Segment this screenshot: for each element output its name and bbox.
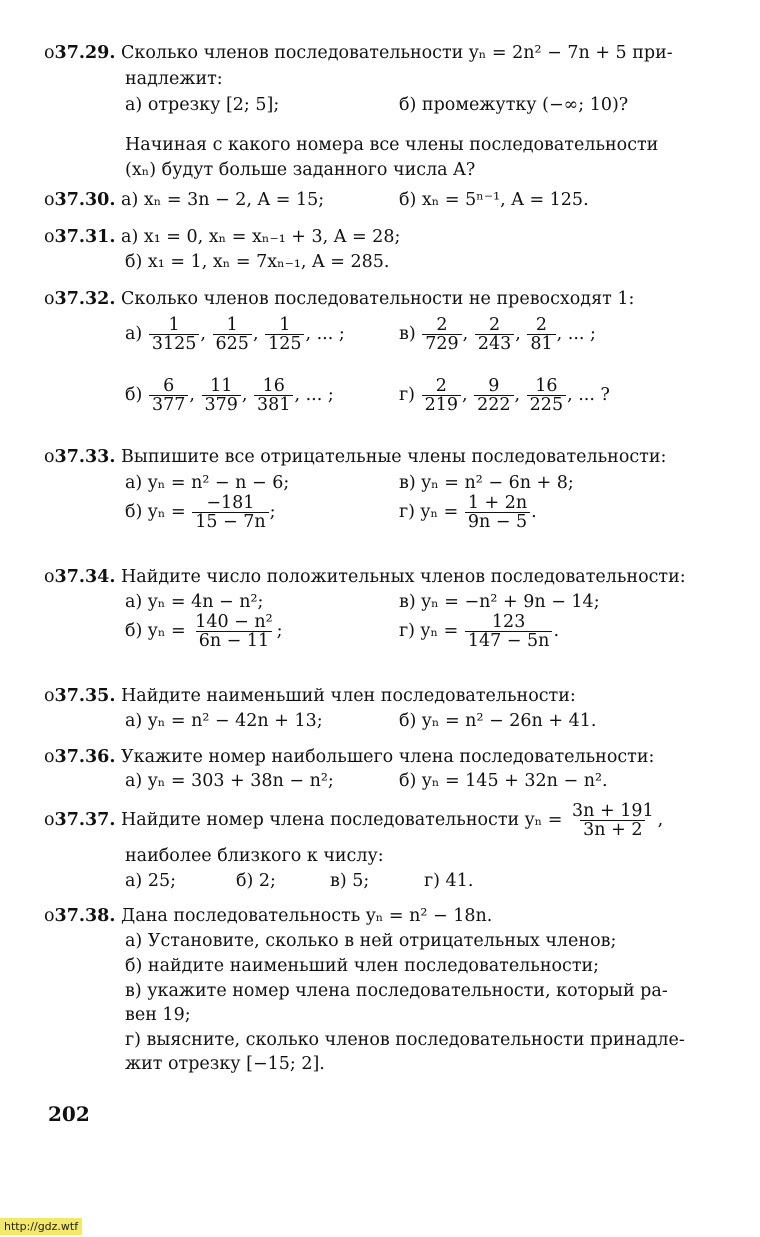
problem-text: Найдите номер члена последовательности yₙ = [121, 810, 563, 830]
item-v: в) 5; [330, 871, 370, 891]
fraction: $\frac{2}{243}$ [475, 316, 514, 353]
problem-text: Укажите номер наибольшего члена последовательности: [121, 747, 655, 767]
problem-37-37: о37.37. Найдите номер члена последовательности yₙ = $\frac{3n + 191}{3n + 2}$ , [44, 801, 664, 840]
problem-text: Сколько членов последовательности не превосходят 1: [121, 289, 635, 309]
item-g: г) yₙ = $\frac{1 + 2n}{9n - 5}$ . [399, 493, 537, 532]
problem-number: о37.37. [44, 810, 116, 830]
item-b: б) yₙ = $\frac{\text{140 − n²}}{6n - 11}$ ; [125, 612, 283, 651]
item-v: в) $\frac{2}{729}$ , $\frac{2}{243}$ , $\frac{2}{81}$ , ... ; [399, 315, 596, 354]
fraction: $\frac{1}{3125}$ [149, 316, 200, 353]
fraction: $\frac{11}{379}$ [202, 377, 241, 414]
fraction: $\frac{1}{625}$ [213, 316, 252, 353]
item-b: б) xₙ = 5ⁿ⁻¹, A = 125. [399, 190, 589, 210]
item-b: б) $\frac{6}{377}$ , $\frac{11}{379}$ , $\frac{16}{381}$ , ... ; [125, 376, 334, 415]
problem-37-31 [44, 226, 400, 248]
problem-text: Дана последовательность yₙ = n² − 18n. [121, 906, 493, 926]
problem-text: Сколько членов последовательности yₙ = 2n² − 7n + 5 при- [121, 43, 673, 63]
fraction: $\frac{6}{377}$ [149, 377, 188, 414]
item-b: б) x₁ = 1, xₙ = 7xₙ₋₁, A = 285. [125, 252, 390, 272]
problem-number: о37.36. [44, 747, 116, 767]
problem-37-30 [44, 189, 324, 211]
fraction: $\frac{123}{147 - 5n}$ [465, 613, 553, 650]
problem-text-cont: надлежит: [125, 69, 223, 89]
item-a: а) yₙ = 303 + 38n − n²; [125, 771, 334, 791]
problem-text: Найдите наименьший член последовательности: [121, 686, 576, 706]
item-v-cont: вен 19; [125, 1005, 191, 1025]
item-a: а) отрезку [2; 5]; [125, 95, 280, 115]
fraction: $\frac{2}{729}$ [422, 316, 461, 353]
intro-text-cont: (xₙ) будут больше заданного числа A? [125, 160, 476, 180]
fraction: $\frac{16}{381}$ [254, 377, 293, 414]
item-v: в) yₙ = −n² + 9n − 14; [399, 592, 600, 612]
problem-number: о37.31. [44, 227, 116, 247]
fraction: $\frac{3n + 191}{3n + 2}$ [572, 801, 654, 840]
watermark-link[interactable]: http://gdz.wtf [0, 1218, 82, 1235]
item-a: а) 25; [125, 871, 176, 891]
problem-number: о37.29. [44, 43, 116, 63]
fraction: $\frac{9}{222}$ [474, 377, 513, 414]
item-a: а) yₙ = n² − 42n + 13; [125, 711, 323, 731]
problem-37-36 [44, 746, 654, 768]
item-b: б) найдите наименьший член последовательности; [125, 956, 600, 976]
item-b: б) промежутку (−∞; 10)? [399, 95, 629, 115]
fraction: $\frac{16}{225}$ [527, 377, 566, 414]
item-g: г) выясните, сколько членов последовательности принадле- [125, 1030, 685, 1050]
item-b: б) 2; [236, 871, 276, 891]
problem-37-35 [44, 685, 576, 707]
item-v: в) укажите номер члена последовательности, который ра- [125, 981, 668, 1001]
item-a: а) yₙ = n² − n − 6; [125, 473, 290, 493]
item-b: б) yₙ = n² − 26n + 41. [399, 711, 597, 731]
fraction: $\frac{-181}{15 - 7n}$ [192, 494, 268, 531]
item-a: а) x₁ = 0, xₙ = xₙ₋₁ + 3, A = 28; [121, 227, 401, 247]
problem-37-32 [44, 288, 634, 310]
intro-text: Начиная с какого номера все члены последовательности [125, 135, 659, 155]
problem-text-cont: наиболее близкого к числу: [125, 846, 384, 866]
fraction: $\frac{2}{81}$ [527, 316, 555, 353]
fraction: $\frac{1}{125}$ [265, 316, 304, 353]
problem-37-33 [44, 446, 666, 468]
problem-text: Выпишите все отрицательные члены последовательности: [121, 447, 667, 467]
problem-number: о37.33. [44, 447, 116, 467]
item-g: г) 41. [424, 871, 474, 891]
problem-text: Найдите число положительных членов последовательности: [121, 567, 686, 587]
problem-37-34 [44, 566, 686, 588]
item-a: а) yₙ = 4n − n²; [125, 592, 264, 612]
problem-37-38 [44, 905, 492, 927]
item-g: г) $\frac{2}{219}$ , $\frac{9}{222}$ , $\frac{16}{225}$ , ... ? [399, 376, 610, 415]
item-a: а) $\frac{1}{3125}$ , $\frac{1}{625}$ , $\frac{1}{125}$ , ... ; [125, 315, 345, 354]
item-a: а) Установите, сколько в ней отрицательных членов; [125, 931, 617, 951]
problem-number: о37.38. [44, 906, 116, 926]
problem-number: о37.34. [44, 567, 116, 587]
problem-number: о37.32. [44, 289, 116, 309]
fraction: $\frac{\text{140 − n²}}{6n - 11}$ [195, 612, 273, 651]
problem-37-29 [44, 42, 673, 64]
item-v: в) yₙ = n² − 6n + 8; [399, 473, 574, 493]
problem-number: о37.30. [44, 190, 116, 210]
item-g: г) yₙ = $\frac{123}{147 - 5n}$ . [399, 612, 560, 651]
fraction: $\frac{1 + 2n}{9n - 5}$ [465, 494, 530, 531]
item-b: б) yₙ = $\frac{-181}{15 - 7n}$ ; [125, 493, 276, 532]
page-number: 202 [48, 1102, 90, 1126]
fraction: $\frac{2}{219}$ [422, 377, 461, 414]
item-a: а) xₙ = 3n − 2, A = 15; [121, 190, 325, 210]
item-b: б) yₙ = 145 + 32n − n². [399, 771, 608, 791]
problem-number: о37.35. [44, 686, 116, 706]
item-g-cont: жит отрезку [−15; 2]. [125, 1054, 325, 1074]
